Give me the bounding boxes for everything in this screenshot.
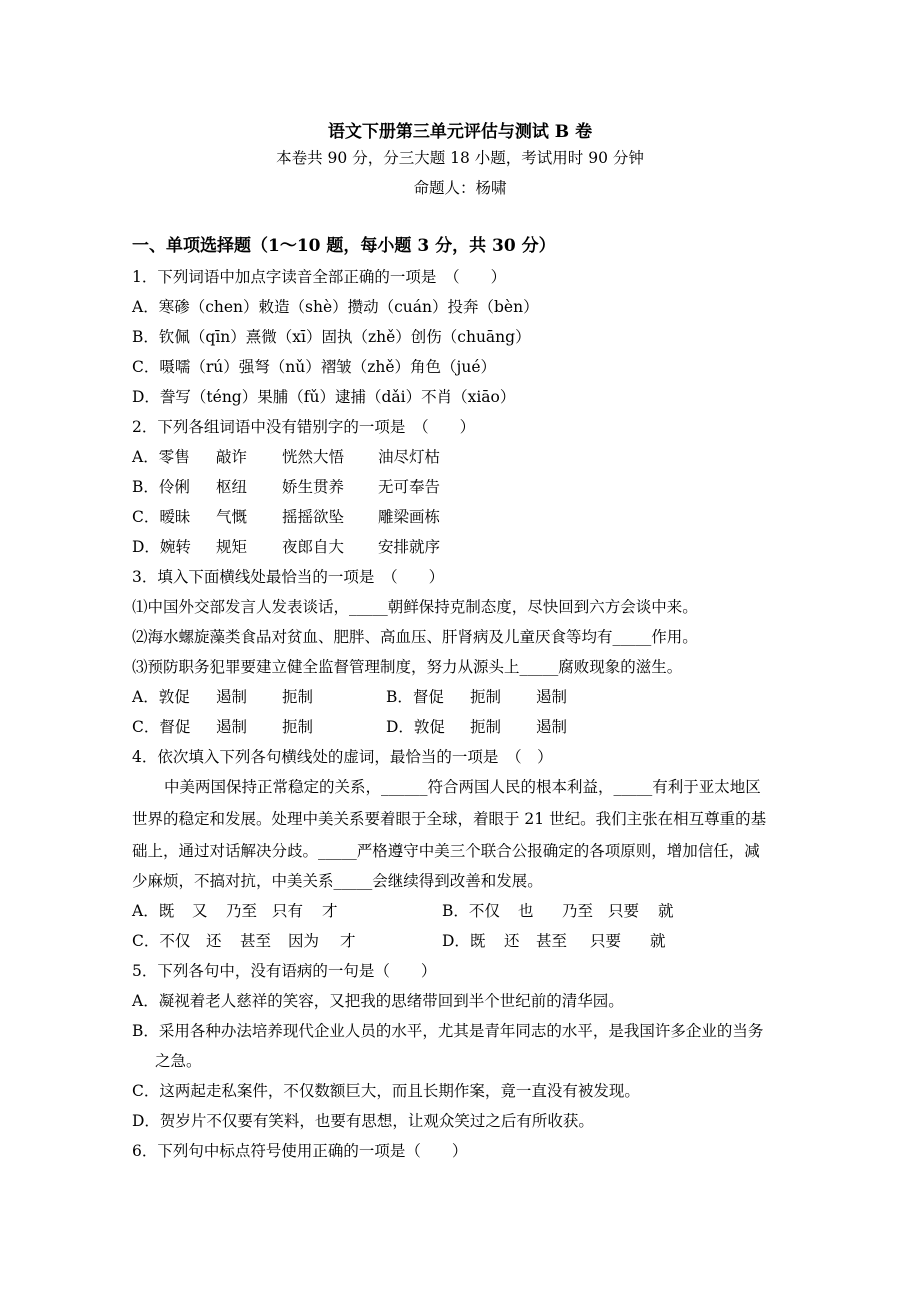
q1-option-d: D．誊写（téng）果脯（fǔ）逮捕（dǎi）不肖（xiāo） <box>132 388 516 406</box>
q1-option-a: A．寒碜（chen）敕造（shè）攒动（cuán）投奔（bèn） <box>132 298 539 316</box>
q5-stem: 5．下列各句中，没有语病的一句是（ ） <box>132 962 437 980</box>
q1-option-b: B．钦佩（qīn）熹微（xī）固执（zhě）创伤（chuāng） <box>132 328 531 346</box>
q5-option-c: C．这两起走私案件，不仅数额巨大，而且长期作案，竟一直没有被发现。 <box>132 1082 640 1100</box>
q1-option-c: C．嗫嚅（rú）强弩（nǔ）褶皱（zhě）角色（jué） <box>132 358 497 376</box>
q3-sentence-2: ⑵海水螺旋藻类食品对贫血、肥胖、高血压、肝肾病及儿童厌食等均有_____作用。 <box>132 628 698 646</box>
q5-option-b: B．采用各种办法培养现代企业人员的水平，尤其是青年同志的水平，是我国许多企业的当务 <box>132 1022 764 1040</box>
q4-passage-line-4: 少麻烦，不搞对抗，中美关系_____会继续得到改善和发展。 <box>132 872 543 890</box>
q6-stem: 6．下列句中标点符号使用正确的一项是（ ） <box>132 1142 468 1160</box>
section-heading: 一、单项选择题（1～10 题，每小题 3 分，共 30 分） <box>132 236 556 256</box>
q4-passage-line-3: 础上，通过对话解决分歧。_____严格遵守中美三个联合公报确定的各项原则，增加信任，减 <box>132 842 760 860</box>
exam-author: 命题人：杨啸 <box>413 179 507 197</box>
q5-option-a: A．凝视着老人慈祥的笑容，又把我的思绪带回到半个世纪前的清华园。 <box>132 992 624 1010</box>
q3-sentence-1: ⑴中国外交部发言人发表谈话，_____朝鲜保持克制态度，尽快回到六方会谈中来。 <box>132 598 698 616</box>
exam-title: 语文下册第三单元评估与测试 B 卷 <box>327 122 593 142</box>
q4-passage-line-1: 中美两国保持正常稳定的关系，______符合两国人民的根本利益，_____有利于亚太地区 <box>164 778 761 796</box>
q4-stem: 4．依次填入下列各句横线处的虚词，最恰当的一项是 （ ） <box>132 748 553 766</box>
q2-stem: 2．下列各组词语中没有错别字的一项是 （ ） <box>132 418 476 436</box>
q1-stem: 1．下列词语中加点字读音全部正确的一项是 （ ） <box>132 268 507 286</box>
q4-passage-line-2: 世界的稳定和发展。处理中美关系要着眼于全球，着眼于 21 世纪。我们主张在相互尊重的基 <box>132 810 767 828</box>
exam-info: 本卷共 90 分，分三大题 18 小题，考试用时 90 分钟 <box>276 149 644 167</box>
q3-stem: 3．填入下面横线处最恰当的一项是 （ ） <box>132 568 445 586</box>
q5-option-d: D．贺岁片不仅要有笑料，也要有思想，让观众笑过之后有所收获。 <box>132 1112 594 1130</box>
q3-sentence-3: ⑶预防职务犯罪要建立健全监督管理制度，努力从源头上_____腐败现象的滋生。 <box>132 658 683 676</box>
q5-option-b-cont: 之急。 <box>155 1052 202 1070</box>
